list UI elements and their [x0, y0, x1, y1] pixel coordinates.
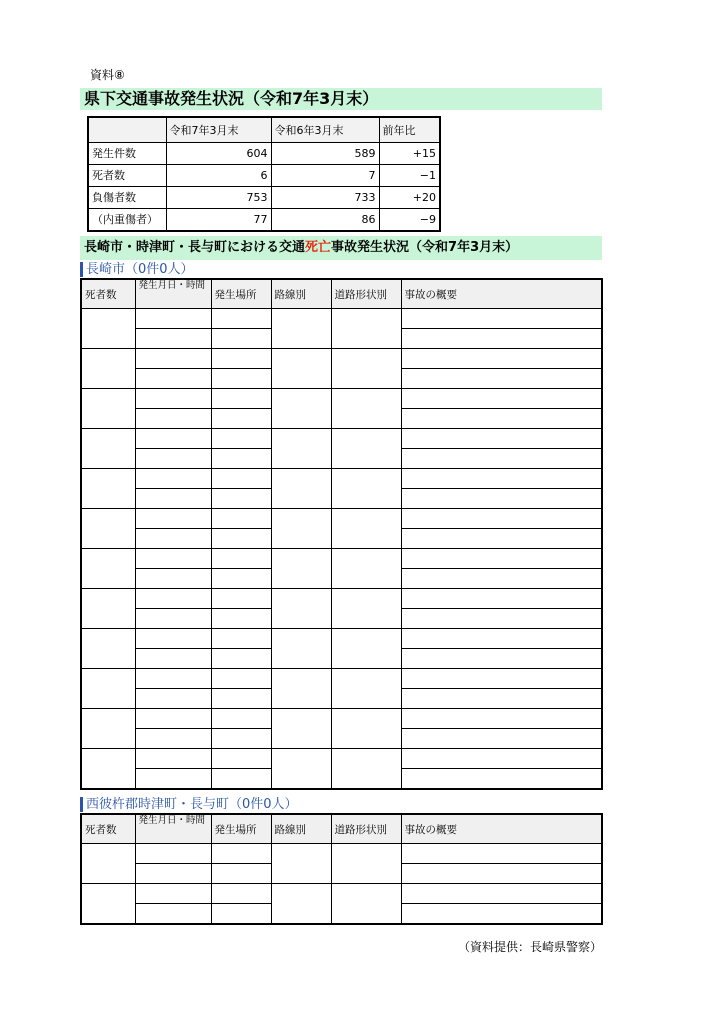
deaths-cell: [81, 709, 135, 749]
summary-header-blank: [88, 117, 166, 143]
deaths-cell: [81, 884, 135, 925]
summary-table: [87, 116, 441, 232]
deaths-cell: [81, 669, 135, 709]
location-cell: [211, 469, 271, 489]
summary-cell: [401, 709, 602, 729]
road-shape-cell: [331, 844, 401, 884]
datetime-cell: [135, 609, 211, 629]
route-cell: [271, 844, 331, 884]
location-cell: [211, 844, 271, 864]
datetime-cell: [135, 449, 211, 469]
summary-cell: [401, 449, 602, 469]
location-cell: [211, 904, 271, 925]
deaths-cell: [81, 349, 135, 389]
road-shape-cell: [331, 469, 401, 509]
table-row: [81, 349, 602, 369]
deaths-cell: [81, 549, 135, 589]
summary-row: [88, 187, 440, 209]
location-cell: [211, 509, 271, 529]
route-cell: [271, 309, 331, 349]
route-cell: [271, 629, 331, 669]
datetime-cell: [135, 649, 211, 669]
fatal-header-row: [81, 814, 602, 844]
road-shape-cell: [331, 309, 401, 349]
fatal-table-nagasaki-city: [80, 278, 603, 790]
header-deaths: 死者数: [81, 814, 135, 844]
location-cell: [211, 589, 271, 609]
datetime-cell: [135, 749, 211, 769]
location-cell: [211, 709, 271, 729]
summary-cell: [401, 369, 602, 389]
location-cell: [211, 529, 271, 549]
location-cell: [211, 769, 271, 790]
route-cell: [271, 429, 331, 469]
current-value: 6: [166, 165, 271, 187]
table-row: [81, 844, 602, 864]
route-cell: [271, 469, 331, 509]
table-row: [81, 709, 602, 729]
datetime-cell: [135, 549, 211, 569]
route-cell: [271, 589, 331, 629]
location-cell: [211, 884, 271, 904]
datetime-cell: [135, 469, 211, 489]
fatal-title-red-word: 死亡: [305, 240, 332, 255]
summary-cell: [401, 864, 602, 884]
road-shape-cell: [331, 549, 401, 589]
summary-cell: [401, 589, 602, 609]
section-nishisonogi-title: 西彼杵郡時津町・長与町（0件0人）: [80, 797, 298, 812]
prefecture-accident-title: 県下交通事故発生状況（令和7年3月末）: [80, 88, 602, 110]
table-row: [81, 749, 602, 769]
header-deaths: 死者数: [81, 279, 135, 309]
location-cell: [211, 864, 271, 884]
summary-cell: [401, 409, 602, 429]
datetime-cell: [135, 864, 211, 884]
fatal-title-part1: 長崎市・時津町・長与町における交通: [84, 240, 306, 255]
current-value: 604: [166, 143, 271, 165]
table-row: [81, 309, 602, 329]
summary-cell: [401, 429, 602, 449]
datetime-cell: [135, 884, 211, 904]
row-label: （内重傷者）: [88, 209, 166, 232]
datetime-cell: [135, 349, 211, 369]
route-cell: [271, 389, 331, 429]
summary-cell: [401, 689, 602, 709]
datetime-cell: [135, 529, 211, 549]
location-cell: [211, 449, 271, 469]
fatal-title-part2: 事故発生状況（令和7年3月末）: [331, 240, 519, 255]
datetime-cell: [135, 429, 211, 449]
current-value: 77: [166, 209, 271, 232]
location-cell: [211, 329, 271, 349]
header-summary: 事故の概要: [401, 279, 602, 309]
summary-row: [88, 143, 440, 165]
deaths-cell: [81, 589, 135, 629]
datetime-cell: [135, 904, 211, 925]
deaths-cell: [81, 509, 135, 549]
road-shape-cell: [331, 629, 401, 669]
road-shape-cell: [331, 669, 401, 709]
location-cell: [211, 549, 271, 569]
summary-cell: [401, 629, 602, 649]
road-shape-cell: [331, 349, 401, 389]
location-cell: [211, 609, 271, 629]
summary-row: [88, 165, 440, 187]
location-cell: [211, 429, 271, 449]
section-nagasaki-city-title: 長崎市（0件0人）: [80, 262, 194, 277]
header-route: 路線別: [271, 279, 331, 309]
datetime-cell: [135, 844, 211, 864]
location-cell: [211, 689, 271, 709]
location-cell: [211, 389, 271, 409]
summary-cell: [401, 329, 602, 349]
header-datetime: 発生月日・時間: [135, 279, 211, 309]
datetime-cell: [135, 489, 211, 509]
table-row: [81, 884, 602, 904]
datetime-cell: [135, 369, 211, 389]
route-cell: [271, 884, 331, 925]
diff-value: +20: [379, 187, 440, 209]
header-road-shape: 道路形状別: [331, 814, 401, 844]
summary-cell: [401, 309, 602, 329]
summary-cell: [401, 469, 602, 489]
previous-value: 589: [271, 143, 379, 165]
datetime-cell: [135, 589, 211, 609]
previous-value: 7: [271, 165, 379, 187]
summary-cell: [401, 569, 602, 589]
header-datetime: 発生月日・時間: [135, 814, 211, 844]
route-cell: [271, 749, 331, 790]
location-cell: [211, 669, 271, 689]
deaths-cell: [81, 429, 135, 469]
location-cell: [211, 569, 271, 589]
datetime-cell: [135, 729, 211, 749]
datetime-cell: [135, 689, 211, 709]
datetime-cell: [135, 629, 211, 649]
source-credit: （資料提供：長崎県警察）: [457, 940, 602, 954]
location-cell: [211, 489, 271, 509]
summary-cell: [401, 669, 602, 689]
route-cell: [271, 709, 331, 749]
table-row: [81, 629, 602, 649]
route-cell: [271, 509, 331, 549]
summary-cell: [401, 729, 602, 749]
summary-cell: [401, 509, 602, 529]
summary-cell: [401, 489, 602, 509]
fatal-header-row: [81, 279, 602, 309]
fatal-table-nishisonogi: [80, 813, 603, 925]
summary-cell: [401, 769, 602, 790]
location-cell: [211, 309, 271, 329]
table-row: [81, 429, 602, 449]
previous-value: 733: [271, 187, 379, 209]
datetime-cell: [135, 389, 211, 409]
deaths-cell: [81, 844, 135, 884]
datetime-cell: [135, 409, 211, 429]
summary-cell: [401, 749, 602, 769]
diff-value: −1: [379, 165, 440, 187]
summary-header-row: [88, 117, 440, 143]
road-shape-cell: [331, 749, 401, 790]
summary-cell: [401, 349, 602, 369]
table-row: [81, 509, 602, 529]
summary-cell: [401, 904, 602, 925]
deaths-cell: [81, 629, 135, 669]
current-value: 753: [166, 187, 271, 209]
deaths-cell: [81, 749, 135, 790]
datetime-cell: [135, 309, 211, 329]
datetime-cell: [135, 329, 211, 349]
summary-cell: [401, 609, 602, 629]
location-cell: [211, 649, 271, 669]
summary-header-current: 令和7年3月末: [166, 117, 271, 143]
header-location: 発生場所: [211, 279, 271, 309]
header-summary: 事故の概要: [401, 814, 602, 844]
summary-cell: [401, 844, 602, 864]
deaths-cell: [81, 469, 135, 509]
deaths-cell: [81, 309, 135, 349]
deaths-cell: [81, 389, 135, 429]
row-label: 負傷者数: [88, 187, 166, 209]
datetime-cell: [135, 509, 211, 529]
datetime-cell: [135, 569, 211, 589]
summary-header-diff: 前年比: [379, 117, 440, 143]
route-cell: [271, 349, 331, 389]
table-row: [81, 469, 602, 489]
row-label: 発生件数: [88, 143, 166, 165]
summary-cell: [401, 649, 602, 669]
table-row: [81, 589, 602, 609]
road-shape-cell: [331, 884, 401, 925]
summary-cell: [401, 549, 602, 569]
location-cell: [211, 409, 271, 429]
diff-value: −9: [379, 209, 440, 232]
road-shape-cell: [331, 509, 401, 549]
road-shape-cell: [331, 589, 401, 629]
location-cell: [211, 749, 271, 769]
row-label: 死者数: [88, 165, 166, 187]
document-label: 資料⑧: [90, 68, 125, 82]
route-cell: [271, 669, 331, 709]
summary-cell: [401, 529, 602, 549]
road-shape-cell: [331, 709, 401, 749]
road-shape-cell: [331, 429, 401, 469]
summary-row: [88, 209, 440, 232]
fatal-accident-title: [80, 236, 602, 260]
location-cell: [211, 629, 271, 649]
header-location: 発生場所: [211, 814, 271, 844]
table-row: [81, 669, 602, 689]
table-row: [81, 549, 602, 569]
location-cell: [211, 369, 271, 389]
location-cell: [211, 729, 271, 749]
header-route: 路線別: [271, 814, 331, 844]
datetime-cell: [135, 669, 211, 689]
header-road-shape: 道路形状別: [331, 279, 401, 309]
summary-cell: [401, 884, 602, 904]
datetime-cell: [135, 769, 211, 790]
diff-value: +15: [379, 143, 440, 165]
route-cell: [271, 549, 331, 589]
summary-cell: [401, 389, 602, 409]
summary-header-previous: 令和6年3月末: [271, 117, 379, 143]
location-cell: [211, 349, 271, 369]
road-shape-cell: [331, 389, 401, 429]
table-row: [81, 389, 602, 409]
datetime-cell: [135, 709, 211, 729]
previous-value: 86: [271, 209, 379, 232]
